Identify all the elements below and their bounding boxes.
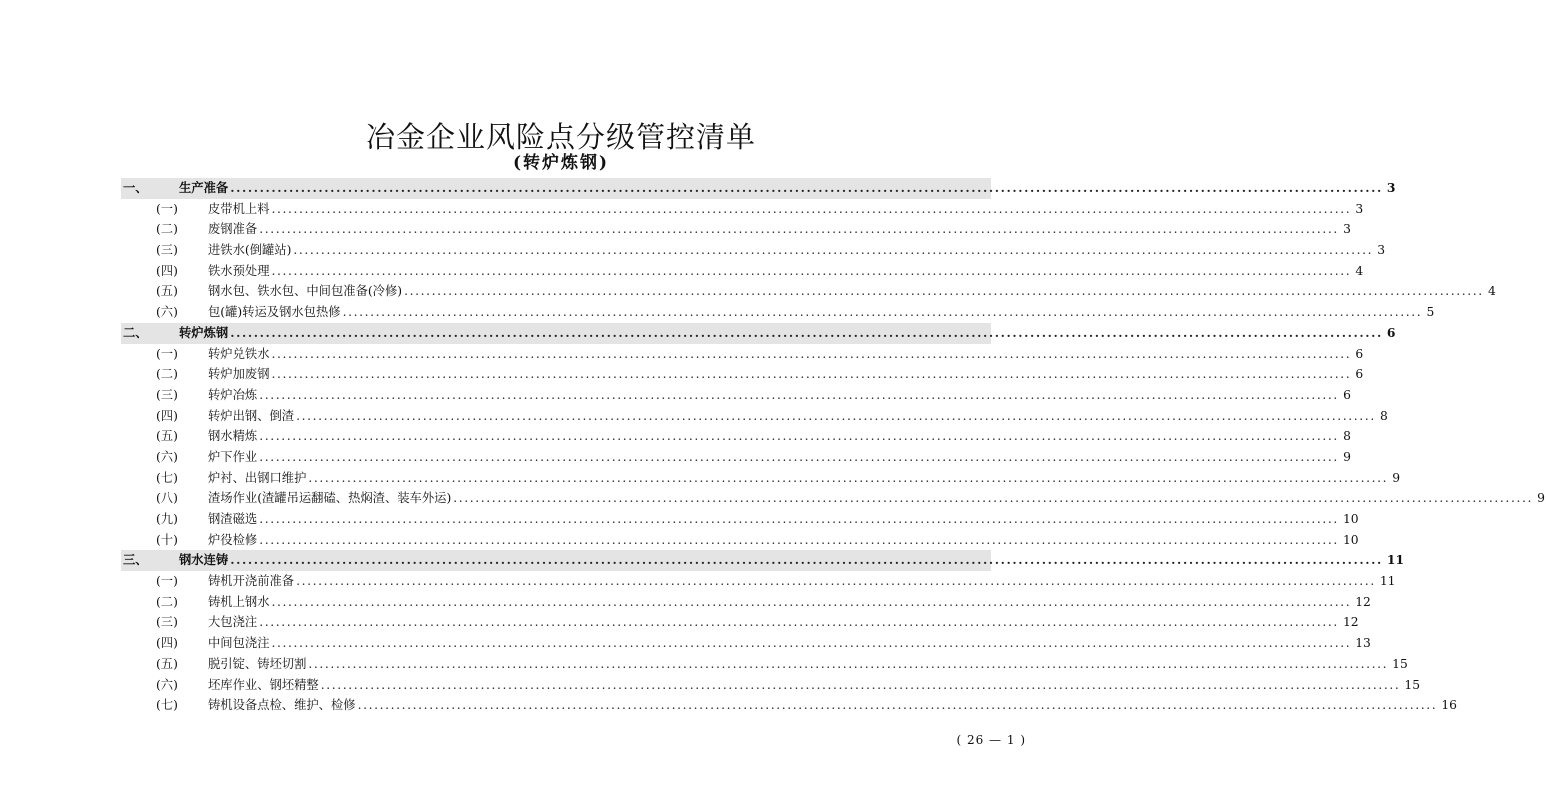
toc-entry [179, 178, 1396, 199]
toc-dot-leader: .................................................................................................................................................................................................... [259, 512, 1339, 526]
toc-page-number: 9 [1537, 491, 1545, 506]
toc-number: (四) [156, 263, 178, 278]
toc-item[interactable] [121, 406, 1388, 427]
toc-item[interactable] [121, 592, 1371, 613]
toc-label: 生产准备 [179, 180, 229, 195]
toc-item[interactable] [121, 426, 1351, 447]
toc-number: (九) [156, 512, 178, 526]
toc-dot-leader: .................................................................................................................................................................................................... [271, 594, 1352, 609]
toc-page-number: 5 [1426, 305, 1435, 320]
toc-page-number: 6 [1386, 324, 1396, 340]
toc-label: 大包浇注 [208, 615, 258, 630]
toc-page-number: 4 [1487, 284, 1496, 299]
toc-page-number: 6 [1355, 346, 1364, 361]
toc-entry [208, 530, 1359, 551]
toc-dot-leader: .................................................................................................................................................................................................... [342, 305, 1423, 320]
toc-number: (八) [156, 491, 178, 506]
toc-dot-leader: .................................................................................................................................................................................................... [271, 201, 1352, 216]
toc-number: (七) [156, 470, 178, 485]
toc-entry [208, 385, 1351, 406]
toc-entry [179, 550, 1405, 571]
toc-label: 炉衬、出钢口维护 [208, 470, 307, 485]
toc-entry [208, 261, 1364, 282]
toc-dot-leader: .................................................................................................................................................................................................... [259, 532, 1339, 547]
toc-label: 钢渣磁选 [208, 512, 258, 526]
toc-number: 一、 [123, 180, 148, 195]
toc-entry [208, 592, 1371, 613]
toc-label: 转炉加废钢 [208, 367, 270, 382]
toc-number: (三) [156, 243, 178, 258]
toc-page-number: 15 [1392, 656, 1408, 671]
toc-dot-leader: .................................................................................................................................................................................................... [259, 449, 1339, 464]
toc-label: 铸机上钢水 [208, 594, 270, 609]
toc-dot-leader: .................................................................................................................................................................................................... [259, 222, 1339, 237]
toc-label: 钢水连铸 [179, 552, 229, 568]
toc-item[interactable] [121, 530, 1359, 551]
toc-dot-leader: .................................................................................................................................................................................................... [259, 387, 1339, 402]
toc-item[interactable] [121, 571, 1396, 592]
toc-dot-leader: .................................................................................................................................................................................................... [357, 698, 1438, 713]
toc-item[interactable] [121, 654, 1408, 675]
toc-label: 渣场作业(渣罐吊运翻磕、热焖渣、装车外运) [208, 491, 452, 506]
toc-dot-leader: .................................................................................................................................................................................................... [230, 324, 1383, 340]
toc-page-number: 6 [1343, 387, 1351, 402]
toc-dot-leader: .................................................................................................................................................................................................... [271, 346, 1352, 361]
toc-entry [179, 323, 1396, 344]
toc-dot-leader: .................................................................................................................................................................................................... [230, 552, 1383, 568]
toc-item[interactable] [121, 240, 1386, 261]
toc-page-number: 9 [1343, 449, 1351, 464]
toc-number: (六) [156, 677, 178, 692]
toc-entry [208, 302, 1435, 323]
toc-page-number: 12 [1355, 594, 1371, 609]
toc-page-number: 4 [1355, 263, 1364, 278]
toc-page-number: 15 [1404, 677, 1421, 692]
toc-page-number: 13 [1355, 636, 1371, 651]
toc-label: 转炉兑铁水 [208, 346, 270, 361]
toc-number: 三、 [123, 552, 148, 568]
toc-entry [208, 344, 1364, 365]
toc-label: 进铁水(倒罐站) [208, 243, 292, 258]
toc-item[interactable] [121, 468, 1401, 489]
toc-item[interactable] [121, 261, 1364, 282]
toc-page-number: 11 [1379, 574, 1396, 589]
toc-label: 转炉炼钢 [179, 324, 229, 340]
toc-label: 铸机开浇前准备 [208, 574, 295, 589]
toc-number: (四) [156, 408, 178, 423]
toc-entry [208, 571, 1396, 592]
toc-label: 坯库作业、钢坯精整 [208, 677, 319, 692]
toc-section[interactable] [121, 323, 1396, 344]
toc-dot-leader: .................................................................................................................................................................................................... [293, 243, 1374, 258]
toc-entry [208, 447, 1351, 468]
toc-page-number: 3 [1355, 201, 1364, 216]
toc-item[interactable] [121, 364, 1364, 385]
toc-number: (七) [156, 698, 178, 713]
toc-entry [208, 612, 1359, 633]
toc-entry [208, 199, 1364, 220]
toc-number: (一) [156, 346, 178, 361]
toc-entry [208, 695, 1457, 716]
toc-number: (二) [156, 367, 178, 382]
toc-number: (三) [156, 387, 178, 402]
toc-item[interactable] [121, 447, 1351, 468]
toc-label: 转炉出钢、倒渣 [208, 408, 295, 423]
toc-label: 废钢准备 [208, 222, 258, 237]
toc-number: (四) [156, 636, 178, 651]
toc-page-number: 3 [1343, 222, 1351, 237]
toc-number: (六) [156, 449, 178, 464]
toc-dot-leader: .................................................................................................................................................................................................... [308, 470, 1389, 485]
toc-label: 皮带机上料 [208, 201, 270, 216]
toc-number: (十) [156, 532, 178, 547]
toc-item[interactable] [121, 199, 1364, 220]
toc-label: 炉下作业 [208, 449, 258, 464]
toc-label: 铸机设备点检、维护、检修 [208, 698, 356, 713]
toc-number: (五) [156, 656, 178, 671]
toc-dot-leader: .................................................................................................................................................................................................... [404, 284, 1484, 299]
toc-page-number: 16 [1441, 698, 1457, 713]
toc-entry [208, 675, 1421, 696]
toc-item[interactable] [121, 385, 1351, 406]
toc-entry [208, 364, 1364, 385]
document-title: 冶金企业风险点分级管控清单 [365, 120, 756, 155]
toc-item[interactable] [121, 612, 1359, 633]
toc-item[interactable] [121, 695, 1457, 716]
toc-page-number: 11 [1386, 552, 1405, 568]
toc-label: 脱引锭、铸坯切割 [208, 656, 307, 671]
toc-item[interactable] [121, 675, 1421, 696]
toc-dot-leader: .................................................................................................................................................................................................... [271, 367, 1352, 382]
toc-page-number: 10 [1342, 532, 1359, 547]
page-footer: ( 26 — 1 ) [956, 733, 1026, 747]
toc-item[interactable] [121, 488, 1545, 509]
toc-number: (五) [156, 284, 178, 299]
toc-entry [208, 654, 1408, 675]
toc-page-number: 6 [1355, 367, 1364, 382]
toc-dot-leader: .................................................................................................................................................................................................... [271, 263, 1352, 278]
table-of-contents [121, 178, 1545, 716]
toc-page-number: 3 [1386, 180, 1396, 195]
toc-number: (三) [156, 615, 178, 630]
toc-item[interactable] [121, 344, 1364, 365]
toc-dot-leader: .................................................................................................................................................................................................... [308, 656, 1389, 671]
toc-number: 二、 [123, 324, 148, 340]
toc-item[interactable] [121, 219, 1351, 240]
toc-section[interactable] [121, 178, 1396, 199]
document-subtitle: (转炉炼钢) [512, 153, 610, 173]
toc-dot-leader: .................................................................................................................................................................................................... [259, 615, 1339, 630]
toc-label: 中间包浇注 [208, 636, 270, 651]
toc-dot-leader: .................................................................................................................................................................................................... [296, 574, 1376, 589]
toc-dot-leader: .................................................................................................................................................................................................... [453, 491, 1533, 506]
toc-dot-leader: .................................................................................................................................................................................................... [271, 636, 1352, 651]
toc-number: (六) [156, 305, 178, 320]
toc-entry [208, 219, 1351, 240]
toc-entry [208, 406, 1388, 427]
toc-page-number: 8 [1380, 408, 1388, 423]
toc-number: (二) [156, 594, 178, 609]
toc-page-number: 8 [1343, 429, 1351, 444]
toc-item[interactable] [121, 281, 1496, 302]
toc-label: 转炉冶炼 [208, 387, 258, 402]
toc-item[interactable] [121, 633, 1371, 654]
toc-page-number: 9 [1392, 470, 1401, 485]
toc-entry [208, 488, 1545, 509]
toc-dot-leader: .................................................................................................................................................................................................... [320, 677, 1401, 692]
toc-entry [208, 509, 1359, 530]
toc-number: (五) [156, 429, 178, 444]
toc-label: 钢水精炼 [208, 429, 258, 444]
toc-item[interactable] [121, 509, 1359, 530]
toc-dot-leader: .................................................................................................................................................................................................... [259, 429, 1339, 444]
toc-label: 铁水预处理 [208, 263, 270, 278]
toc-dot-leader: .................................................................................................................................................................................................... [230, 180, 1383, 195]
toc-label: 包(罐)转运及钢水包热修 [208, 305, 341, 320]
toc-item[interactable] [121, 302, 1435, 323]
toc-entry [208, 468, 1401, 489]
toc-number: (一) [156, 574, 178, 589]
toc-section[interactable] [121, 550, 1405, 571]
toc-entry [208, 240, 1386, 261]
toc-entry [208, 633, 1371, 654]
toc-page-number: 12 [1342, 615, 1359, 630]
toc-page-number: 10 [1342, 512, 1359, 526]
toc-label: 钢水包、铁水包、中间包准备(冷修) [208, 284, 403, 299]
toc-label: 炉役检修 [208, 532, 258, 547]
toc-dot-leader: .................................................................................................................................................................................................... [296, 408, 1376, 423]
toc-number: (一) [156, 201, 178, 216]
toc-page-number: 3 [1377, 243, 1386, 258]
toc-entry [208, 426, 1351, 447]
toc-entry [208, 281, 1496, 302]
toc-number: (二) [156, 222, 178, 237]
